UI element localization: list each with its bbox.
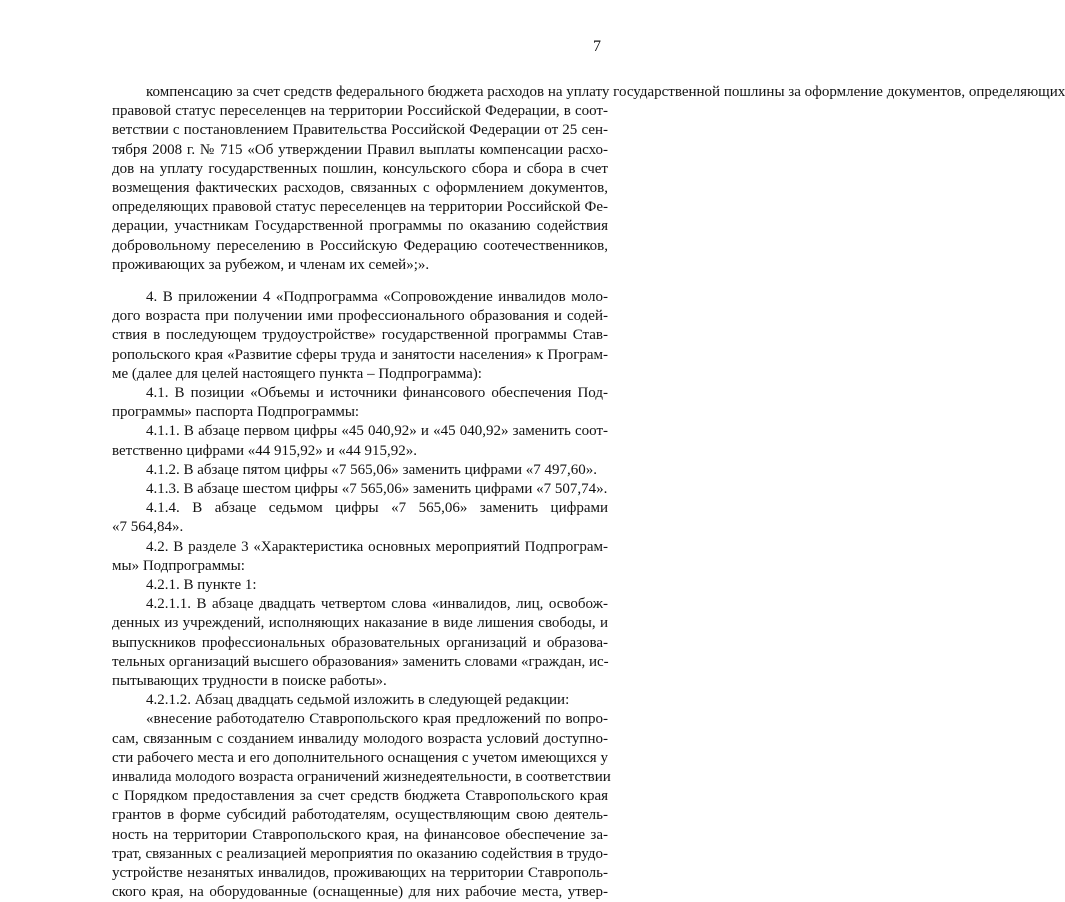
text-line: 4. В приложении 4 «Подпрограмма «Сопровождение инвалидов моло-	[146, 289, 608, 305]
text-line: тельных организаций высшего образования» заменить словами «граждан, ис-	[112, 653, 609, 670]
text-line: сти рабочего места и его дополнительного оснащения с учетом имеющихся у	[112, 749, 608, 766]
text-line: устройстве незанятых инвалидов, проживающих на территории Ставрополь-	[112, 865, 608, 881]
text-line: ропольского края «Развитие сферы труда и занятости населения» к Програм-	[112, 346, 608, 363]
text-line: 4.1.3. В абзаце шестом цифры «7 565,06» заменить цифрами «7 507,74».	[146, 481, 608, 497]
text-line: тября 2008 г. № 715 «Об утверждении Правил выплаты компенсации расхо-	[112, 141, 608, 158]
text-line: проживающих за рубежом, и членам их семей»;».	[112, 256, 430, 273]
text-line: ме (далее для целей настоящего пункта – Подпрограмма):	[112, 365, 482, 382]
text-line: денных из учреждений, исполняющих наказание в виде лишения свободы, и	[112, 615, 608, 632]
text-line: инвалида молодого возраста ограничений жизнедеятельности, в соответствии	[112, 769, 611, 785]
text-line: грантов в форме субсидий работодателям, осуществляющим свою деятель-	[112, 807, 608, 824]
text-line: 4.2. В разделе 3 «Характеристика основных мероприятий Подпрограм-	[146, 538, 608, 555]
text-line: определяющих правовой статус переселенцев на территории Российской Фе-	[112, 199, 608, 216]
text-line: мы» Подпрограммы:	[112, 557, 245, 574]
text-line: 4.2.1.1. В абзаце двадцать четвертом слова «инвалидов, лиц, освобож-	[146, 596, 608, 613]
text-line: программы» паспорта Подпрограммы:	[112, 404, 360, 421]
text-line: правовой статус переселенцев на территории Российской Федерации, в соот-	[112, 103, 608, 120]
text-line: 4.2.1.2. Абзац двадцать седьмой изложить в следующей редакции:	[146, 692, 570, 709]
text-line: «7 564,84».	[112, 519, 184, 536]
page-number: 7	[593, 38, 601, 55]
text-line: добровольному переселению в Российскую Федерацию соотечественников,	[112, 237, 608, 254]
text-line: выпускников профессиональных образовательных организаций и образова-	[112, 634, 608, 651]
text-line: 4.1.2. В абзаце пятом цифры «7 565,06» заменить цифрами «7 497,60».	[146, 461, 598, 478]
text-line: ветственно цифрами «44 915,92» и «44 915,92».	[112, 442, 418, 459]
text-line: с Порядком предоставления за счет средств бюджета Ставропольского края	[112, 788, 608, 805]
text-line: дого возраста при получении ими профессионального образования и содей-	[112, 308, 608, 325]
text-line: 4.1.4. В абзаце седьмом цифры «7 565,06» заменить цифрами	[146, 500, 608, 517]
text-line: возмещения фактических расходов, связанных с оформлением документов,	[112, 180, 608, 196]
text-line: «внесение работодателю Ставропольского края предложений по вопро-	[146, 711, 608, 728]
text-line: ность на территории Ставропольского края, на финансовое обеспечение за-	[112, 826, 608, 843]
text-line: 4.2.1. В пункте 1:	[146, 577, 257, 593]
text-line: ствия в последующем трудоустройстве» государственной программы Став-	[112, 327, 608, 344]
text-line: 4.1. В позиции «Объемы и источники финансового обеспечения Под-	[146, 385, 608, 401]
text-line: ветствии с постановлением Правительства Российской Федерации от 25 сен-	[112, 122, 608, 139]
text-line: дов на уплату государственных пошлин, консульского сбора и сбора в счет	[112, 160, 608, 177]
text-line: трат, связанных с реализацией мероприятия по оказанию содействия в трудо-	[112, 845, 608, 862]
text-line: ского края, на оборудованные (оснащенные) для них рабочие места, утвер-	[112, 884, 608, 901]
text-line: компенсацию за счет средств федерального бюджета расходов на уплату государственной пошлины за оформление документов, определяющих	[146, 84, 1065, 100]
text-line: пытывающих трудности в поиске работы».	[112, 673, 387, 689]
text-line: 4.1.1. В абзаце первом цифры «45 040,92» и «45 040,92» заменить соот-	[146, 423, 608, 440]
text-line: дерации, участникам Государственной программы по оказанию содействия	[112, 218, 608, 235]
text-line: сам, связанным с созданием инвалиду молодого возраста условий доступно-	[112, 730, 608, 747]
